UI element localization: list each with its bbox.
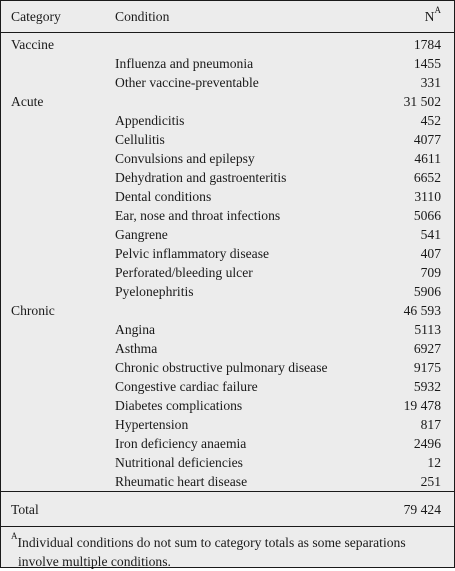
category-cell	[1, 377, 115, 396]
table-row	[1, 244, 454, 263]
n-cell: 5906	[413, 284, 441, 299]
condition-cell	[115, 33, 365, 55]
table-row	[1, 92, 454, 111]
footnote-line-1	[11, 533, 444, 552]
category-cell	[1, 168, 115, 187]
category-cell	[1, 111, 115, 130]
condition-cell: Rheumatic heart disease	[115, 474, 248, 489]
table-row	[1, 168, 454, 187]
category-cell	[1, 54, 115, 73]
condition-cell: Dehydration and gastroenteritis	[115, 170, 287, 185]
n-cell: 251	[420, 474, 441, 489]
n-cell: 12	[427, 455, 441, 470]
footnote-line-2: involve multiple conditions.	[18, 554, 171, 569]
condition-cell: Pelvic inflammatory disease	[115, 246, 270, 261]
n-cell: 6652	[413, 170, 441, 185]
header-condition: Condition	[115, 1, 365, 33]
category-cell	[1, 73, 115, 92]
n-cell: 1455	[413, 56, 441, 71]
category-cell	[1, 263, 115, 282]
n-cell: 3110	[414, 189, 441, 204]
category-cell	[1, 415, 115, 434]
category-cell	[1, 282, 115, 301]
n-cell: 4077	[413, 132, 441, 147]
category-cell	[1, 339, 115, 358]
condition-cell: Congestive cardiac failure	[115, 379, 258, 394]
condition-cell: Pyelonephritis	[115, 284, 194, 299]
category-cell	[1, 149, 115, 168]
category-cell	[1, 434, 115, 453]
condition-cell: Iron deficiency anaemia	[115, 436, 247, 451]
table-row	[1, 358, 454, 377]
table-row	[1, 282, 454, 301]
table-row	[1, 54, 454, 73]
table-row	[1, 263, 454, 282]
table-header-row	[1, 1, 454, 33]
table-row	[1, 73, 454, 92]
header-category: Category	[1, 1, 115, 33]
table-row	[1, 339, 454, 358]
category-cell	[1, 130, 115, 149]
table-row	[1, 377, 454, 396]
n-cell: 9175	[413, 360, 441, 375]
category-cell	[1, 453, 115, 472]
condition-cell: Nutritional deficiencies	[115, 455, 243, 470]
category-cell	[1, 396, 115, 415]
condition-cell: Ear, nose and throat infections	[115, 208, 281, 223]
total-row	[1, 492, 454, 527]
n-cell: 452	[420, 113, 441, 128]
category-cell	[1, 225, 115, 244]
n-cell: 31 502	[403, 94, 441, 109]
n-cell: 46 593	[403, 303, 441, 318]
condition-cell: Angina	[115, 322, 156, 337]
condition-cell: Perforated/bleeding ulcer	[115, 265, 253, 280]
footnote	[1, 527, 454, 571]
condition-cell: Diabetes complications	[115, 398, 243, 413]
table-row	[1, 206, 454, 225]
category-cell: Vaccine	[11, 37, 55, 52]
n-cell: 19 478	[403, 398, 441, 413]
category-cell	[1, 206, 115, 225]
condition-cell: Chronic obstructive pulmonary disease	[115, 360, 328, 375]
header-n	[365, 1, 454, 33]
n-cell: 6927	[413, 341, 441, 356]
footnote-text-1: Individual conditions do not sum to category totals as some separations	[17, 535, 406, 550]
header-n-superscript: A	[434, 5, 441, 16]
total-label: Total	[1, 492, 115, 527]
condition-cell: Asthma	[115, 341, 158, 356]
n-cell: 817	[420, 417, 441, 432]
table-row	[1, 149, 454, 168]
table-row	[1, 225, 454, 244]
total-condition-cell	[115, 492, 365, 527]
n-cell: 1784	[413, 37, 441, 52]
condition-cell: Other vaccine-preventable	[115, 75, 259, 90]
n-cell: 4611	[414, 151, 441, 166]
category-cell	[1, 244, 115, 263]
table-row	[1, 453, 454, 472]
condition-cell	[115, 92, 365, 111]
n-cell: 541	[420, 227, 441, 242]
condition-cell: Gangrene	[115, 227, 168, 242]
n-cell: 709	[420, 265, 441, 280]
condition-cell: Appendicitis	[115, 113, 185, 128]
n-cell: 5113	[414, 322, 441, 337]
table-row	[1, 396, 454, 415]
table-row	[1, 187, 454, 206]
condition-cell	[115, 301, 365, 320]
header-n-label: N	[424, 9, 435, 24]
n-cell: 5932	[413, 379, 441, 394]
conditions-table	[1, 1, 454, 527]
category-cell	[1, 358, 115, 377]
n-cell: 2496	[413, 436, 441, 451]
table-row	[1, 415, 454, 434]
total-value: 79 424	[365, 492, 454, 527]
table-row	[1, 33, 454, 55]
n-cell: 5066	[413, 208, 441, 223]
table-row	[1, 472, 454, 492]
footnote-marker: A	[11, 531, 18, 542]
table-row	[1, 320, 454, 339]
condition-cell: Hypertension	[115, 417, 189, 432]
table-row	[1, 130, 454, 149]
category-cell	[1, 187, 115, 206]
condition-cell: Influenza and pneumonia	[115, 56, 254, 71]
table-row	[1, 301, 454, 320]
condition-cell: Cellulitis	[115, 132, 165, 147]
category-cell: Acute	[11, 94, 44, 109]
category-cell	[1, 472, 115, 492]
condition-cell: Dental conditions	[115, 189, 212, 204]
n-cell: 331	[420, 75, 441, 90]
table-row	[1, 434, 454, 453]
n-cell: 407	[420, 246, 441, 261]
table-row	[1, 111, 454, 130]
category-cell	[1, 320, 115, 339]
condition-cell: Convulsions and epilepsy	[115, 151, 255, 166]
category-cell: Chronic	[11, 303, 55, 318]
table-body	[1, 33, 454, 492]
